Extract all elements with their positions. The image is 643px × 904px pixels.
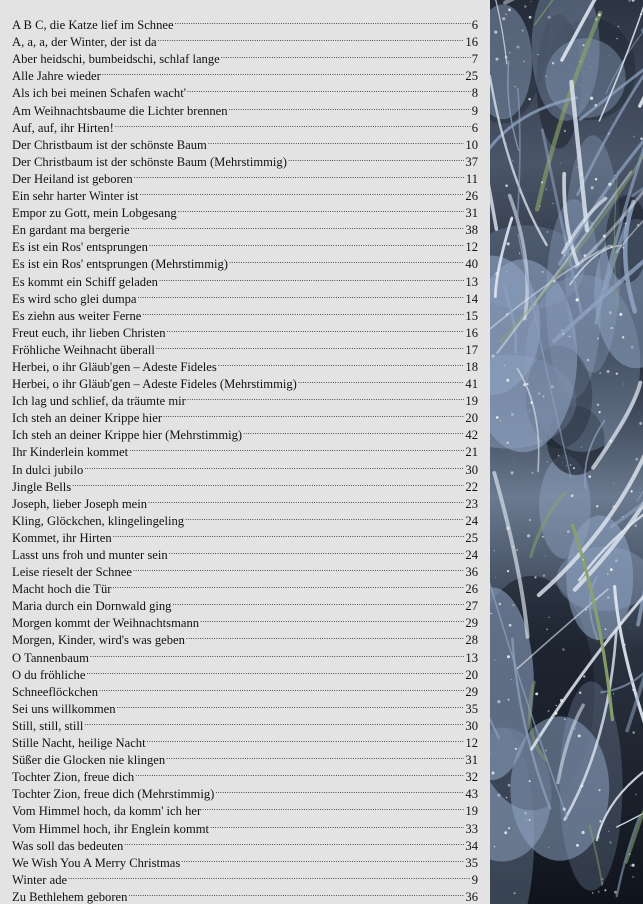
toc-entry-title: Herbei, o ihr Gläub'gen – Adeste Fideles (Mehrstimmig) [12, 377, 297, 392]
toc-leader-dots [86, 662, 464, 679]
toc-leader-dots [115, 115, 471, 132]
toc-entry-title: Der Heiland ist geboren [12, 171, 133, 186]
toc-entry-page-number: 27 [465, 599, 478, 614]
toc-entry-title: Es ist ein Ros' entsprungen (Mehrstimmig) [12, 257, 228, 272]
toc-entry-title: Auf, auf, ihr Hirten! [12, 120, 114, 135]
toc-leader-dots [181, 850, 464, 867]
toc-leader-dots [298, 371, 465, 388]
toc-leader-dots [112, 576, 464, 593]
toc-entry-page-number: 22 [465, 479, 478, 494]
toc-leader-dots [135, 764, 464, 781]
toc-entry-title: Ich lag und schlief, da träumte mir [12, 394, 186, 409]
toc-entry-title: Vom Himmel hoch, da komm' ich her [12, 804, 202, 819]
toc-leader-dots [131, 217, 465, 234]
toc-entry-page-number: 19 [465, 804, 478, 819]
toc-entry-title: Tochter Zion, freue dich (Mehrstimmig) [12, 787, 215, 802]
toc-leader-dots [134, 166, 465, 183]
toc-entry-page-number: 12 [465, 736, 478, 751]
toc-entry-title: Freut euch, ihr lieben Christen [12, 325, 166, 340]
toc-entry-page-number: 35 [465, 701, 478, 716]
toc-entry-title: Alle Jahre wieder [12, 69, 101, 84]
toc-entry-page-number: 32 [465, 770, 478, 785]
toc-entry-page-number: 11 [465, 171, 478, 186]
toc-entry-title: Am Weihnachtsbaume die Lichter brennen [12, 103, 228, 118]
toc-entry-title: Ich steh an deiner Krippe hier [12, 411, 163, 426]
toc-leader-dots [186, 627, 464, 644]
toc-leader-dots [215, 781, 464, 798]
toc-entry-page-number: 7 [471, 52, 478, 67]
toc-entry-title: Fröhliche Weihnacht überall [12, 342, 155, 357]
toc-leader-dots [187, 388, 465, 405]
toc-entry-title: We Wish You A Merry Christmas [12, 855, 181, 870]
toc-entry-title: Herbei, o ihr Gläub'gen – Adeste Fideles [12, 359, 217, 374]
toc-entry-title: Leise rieselt der Schnee [12, 565, 132, 580]
toc-entry[interactable] [12, 867, 478, 887]
toc-leader-dots [221, 46, 471, 63]
toc-leader-dots [148, 491, 464, 508]
toc-leader-dots [202, 798, 464, 815]
toc-leader-dots [200, 610, 464, 627]
toc-entry-page-number: 19 [465, 394, 478, 409]
toc-leader-dots [243, 422, 464, 439]
toc-leader-dots [158, 29, 465, 46]
toc-leader-dots [147, 730, 465, 747]
toc-leader-dots [149, 234, 465, 251]
toc-entry[interactable] [12, 491, 478, 511]
toc-entry-title: Schneeflöckchen [12, 684, 99, 699]
toc-leader-dots [138, 286, 465, 303]
toc-entry-title: Sei uns willkommen [12, 701, 116, 716]
toc-entry-page-number: 16 [465, 35, 478, 50]
toc-entry-title: Winter ade [12, 872, 68, 887]
toc-entry-page-number: 6 [471, 18, 478, 33]
toc-leader-dots [166, 747, 464, 764]
toc-list [12, 12, 478, 904]
toc-leader-dots [90, 644, 465, 661]
toc-entry-page-number: 41 [465, 377, 478, 392]
toc-entry-title: Zu Bethlehem geboren [12, 889, 128, 904]
toc-entry-page-number: 14 [465, 291, 478, 306]
toc-entry-page-number: 6 [471, 120, 478, 135]
toc-entry-page-number: 30 [465, 718, 478, 733]
toc-leader-dots [218, 354, 465, 371]
toc-entry-page-number: 8 [471, 86, 478, 101]
toc-leader-dots [156, 337, 465, 354]
toc-leader-dots [68, 867, 471, 884]
toc-entry-title: Es kommt ein Schiff geladen [12, 274, 158, 289]
toc-leader-dots [142, 303, 464, 320]
toc-entry-page-number: 25 [465, 530, 478, 545]
toc-entry-title: Süßer die Glocken nie klingen [12, 753, 166, 768]
toc-entry-title: Stille Nacht, heilige Nacht [12, 736, 146, 751]
toc-leader-dots [84, 713, 464, 730]
toc-leader-dots [113, 525, 465, 542]
toc-entry-page-number: 20 [465, 411, 478, 426]
toc-leader-dots [178, 200, 465, 217]
toc-entry-page-number: 26 [465, 582, 478, 597]
toc-entry-page-number: 31 [465, 753, 478, 768]
toc-entry-title: Jingle Bells [12, 479, 72, 494]
toc-entry-title: Still, still, still [12, 718, 84, 733]
toc-entry-page-number: 29 [465, 684, 478, 699]
toc-leader-dots [99, 679, 464, 696]
toc-entry-page-number: 24 [465, 513, 478, 528]
toc-entry[interactable] [12, 474, 478, 494]
toc-leader-dots [102, 63, 465, 80]
toc-entry-page-number: 18 [465, 359, 478, 374]
toc-entry-title: O Tannenbaum [12, 650, 89, 665]
toc-entry-page-number: 43 [465, 787, 478, 802]
toc-entry-title: Ihr Kinderlein kommet [12, 445, 129, 460]
toc-entry-title: Der Christbaum ist der schönste Baum (Mehrstimmig) [12, 154, 287, 169]
toc-leader-dots [84, 456, 464, 473]
toc-leader-dots [163, 405, 464, 422]
toc-entry-title: In dulci jubilo [12, 462, 84, 477]
toc-leader-dots [187, 80, 471, 97]
toc-leader-dots [133, 559, 464, 576]
toc-leader-dots [167, 320, 465, 337]
toc-leader-dots [117, 696, 465, 713]
toc-entry-title: Ein sehr harter Winter ist [12, 189, 139, 204]
toc-entry-title: Morgen kommt der Weihnachtsmann [12, 616, 200, 631]
toc-entry-page-number: 23 [465, 496, 478, 511]
toc-entry-title: Ich steh an deiner Krippe hier (Mehrstimmig) [12, 428, 243, 443]
toc-entry-page-number: 35 [465, 855, 478, 870]
toc-entry-title: Kommet, ihr Hirten [12, 530, 112, 545]
toc-entry-title: A B C, die Katze lief im Schnee [12, 18, 174, 33]
toc-entry-title: Der Christbaum ist der schönste Baum [12, 137, 207, 152]
toc-leader-dots [128, 884, 464, 901]
toc-entry-page-number: 24 [465, 548, 478, 562]
toc-leader-dots [185, 508, 464, 525]
toc-entry-title: Joseph, lieber Joseph mein [12, 496, 148, 511]
toc-entry-page-number: 36 [465, 565, 478, 580]
toc-entry-page-number: 31 [465, 206, 478, 221]
toc-leader-dots [169, 542, 465, 559]
toc-entry-page-number: 33 [465, 821, 478, 836]
toc-entry-title: Es ziehn aus weiter Ferne [12, 308, 142, 323]
toc-entry-page-number: 25 [465, 69, 478, 84]
frosted-grass-photo [490, 0, 643, 904]
toc-entry-title: Lasst uns froh und munter sein [12, 548, 168, 562]
toc-entry-title: Es ist ein Ros' entsprungen [12, 240, 148, 255]
toc-entry-page-number: 36 [465, 889, 478, 904]
toc-entry-page-number: 13 [465, 650, 478, 665]
toc-leader-dots [175, 12, 471, 29]
toc-leader-dots [140, 183, 465, 200]
frost-image-icon [490, 0, 643, 904]
toc-entry-title: Es wird scho glei dumpa [12, 291, 137, 306]
toc-entry-page-number: 42 [465, 428, 478, 443]
toc-entry-page-number: 20 [465, 667, 478, 682]
toc-entry-page-number: 37 [465, 154, 478, 169]
toc-entry-title: Was soll das bedeuten [12, 838, 124, 853]
toc-entry-title: Maria durch ein Dornwald ging [12, 599, 172, 614]
toc-entry-title: Vom Himmel hoch, ihr Englein kommt [12, 821, 210, 836]
toc-entry-page-number: 29 [465, 616, 478, 631]
toc-leader-dots [210, 815, 464, 832]
toc-entry-title: Aber heidschi, bumbeidschi, schlaf lange [12, 52, 220, 67]
toc-entry-page-number: 38 [465, 223, 478, 238]
toc-leader-dots [159, 268, 464, 285]
toc-entry-title: En gardant ma bergerie [12, 223, 130, 238]
toc-entry-page-number: 28 [465, 633, 478, 648]
toc-leader-dots [124, 833, 464, 850]
toc-leader-dots [208, 132, 465, 149]
toc-entry-page-number: 21 [465, 445, 478, 460]
toc-entry-page-number: 34 [465, 838, 478, 853]
toc-entry-title: Kling, Glöckchen, klingelingeling [12, 513, 185, 528]
toc-entry-page-number: 13 [465, 274, 478, 289]
toc-leader-dots [72, 474, 464, 491]
toc-entry-title: A, a, a, der Winter, der ist da [12, 35, 157, 50]
toc-entry-page-number: 26 [465, 189, 478, 204]
toc-entry-page-number: 10 [465, 137, 478, 152]
toc-leader-dots [229, 97, 471, 114]
toc-leader-dots [129, 439, 464, 456]
toc-entry-page-number: 17 [465, 342, 478, 357]
toc-entry-page-number: 9 [471, 872, 478, 887]
toc-leader-dots [288, 149, 464, 166]
toc-entry-page-number: 40 [465, 257, 478, 272]
toc-entry-page-number: 9 [471, 103, 478, 118]
toc-entry-title: Als ich bei meinen Schafen wacht' [12, 86, 186, 101]
toc-entry-title: Macht hoch die Tür [12, 582, 112, 597]
toc-entry-page-number: 16 [465, 325, 478, 340]
toc-entry-title: Morgen, Kinder, wird's was geben [12, 633, 185, 648]
toc-leader-dots [172, 593, 464, 610]
toc-entry-page-number: 30 [465, 462, 478, 477]
toc-entry-title: O du fröhliche [12, 667, 86, 682]
toc-entry-title: Tochter Zion, freue dich [12, 770, 135, 785]
toc-entry-page-number: 12 [465, 240, 478, 255]
toc-entry[interactable] [12, 12, 478, 33]
toc-entry-title: Empor zu Gott, mein Lobgesang [12, 206, 177, 221]
toc-leader-dots [229, 251, 464, 268]
toc-entry-page-number: 15 [465, 308, 478, 323]
toc-entry[interactable] [12, 884, 478, 904]
